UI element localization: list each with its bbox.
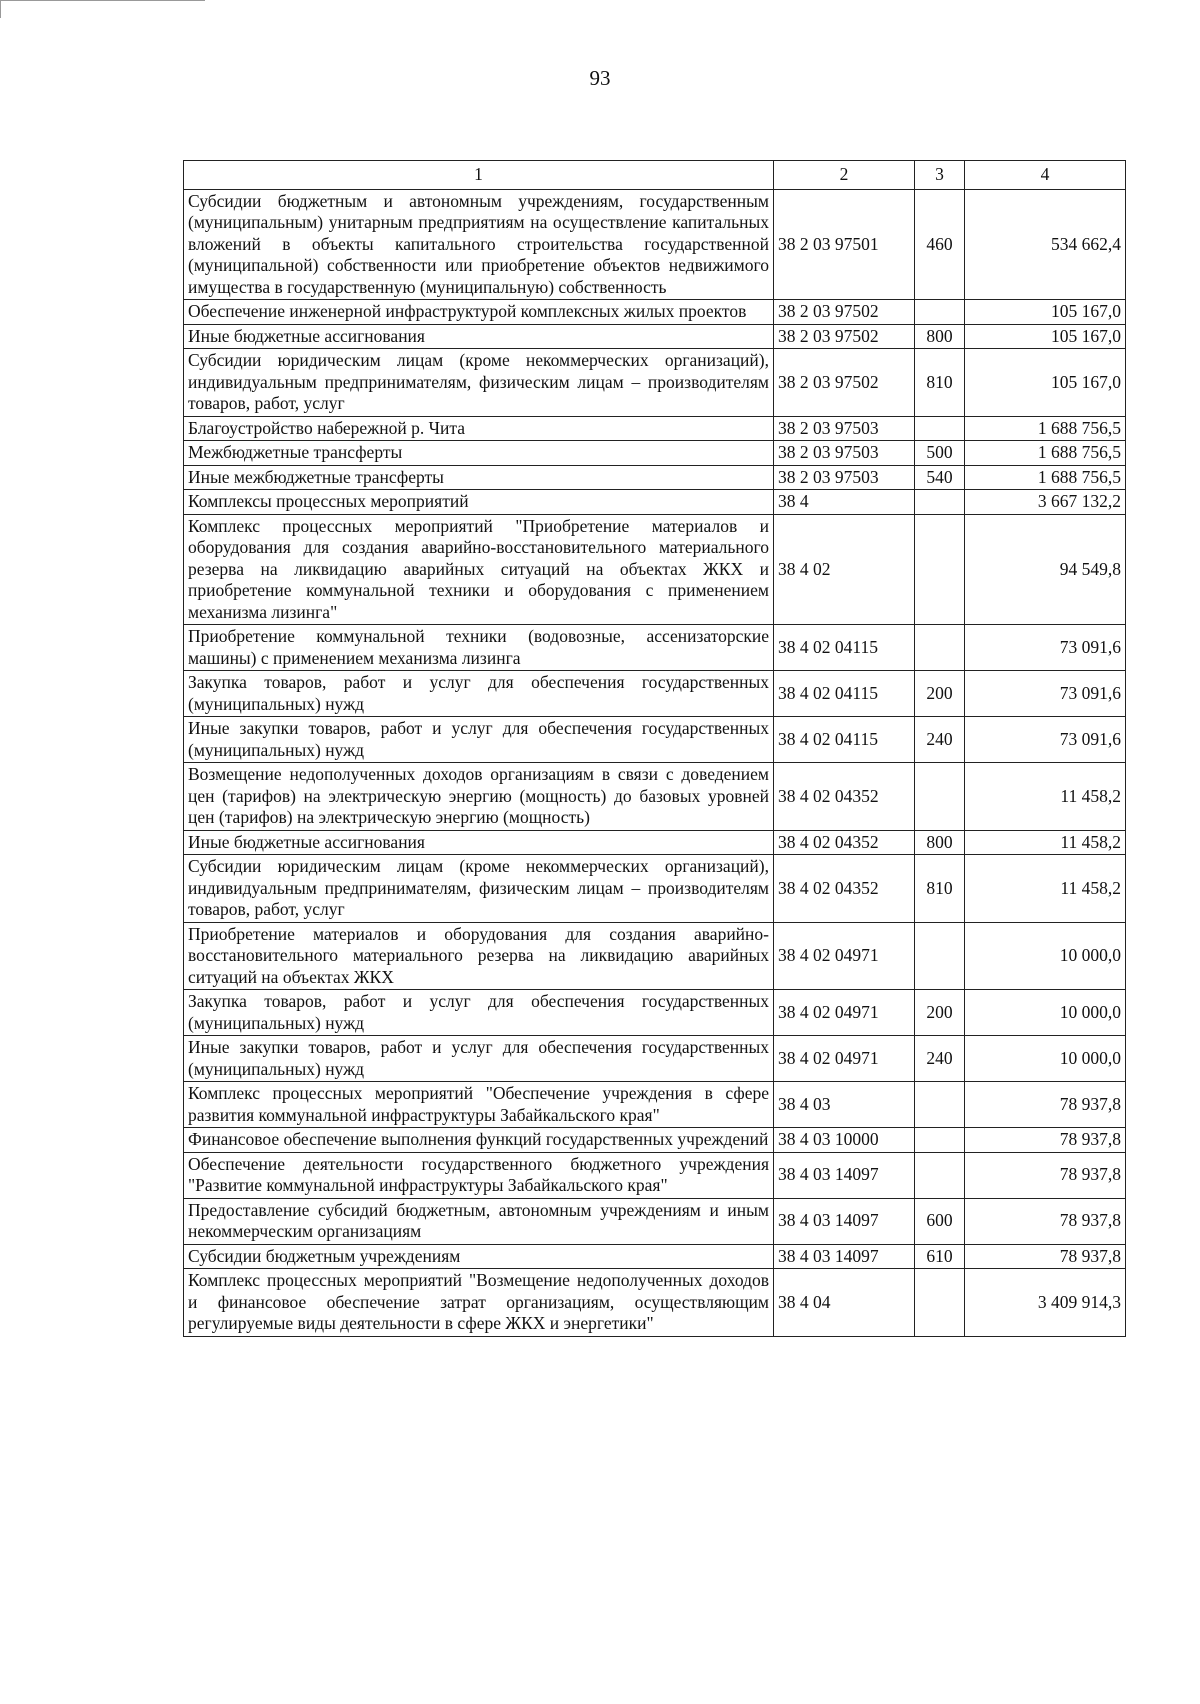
- row-expense-type: 610: [915, 1244, 965, 1269]
- row-amount: 94 549,8: [965, 514, 1126, 625]
- table-row: [184, 763, 1126, 831]
- table-row: [184, 189, 1126, 300]
- table-row: [184, 1036, 1126, 1082]
- table-row: [184, 922, 1126, 990]
- table-row: [184, 625, 1126, 671]
- row-code: 38 4: [774, 490, 915, 515]
- table-row: [184, 1198, 1126, 1244]
- table-row: [184, 830, 1126, 855]
- row-amount: 78 937,8: [965, 1152, 1126, 1198]
- table-row: [184, 1082, 1126, 1128]
- row-amount: 1 688 756,5: [965, 441, 1126, 466]
- table-row: [184, 717, 1126, 763]
- row-name: Субсидии юридическим лицам (кроме некоммерческих организаций), индивидуальным предпринимателям, физическим лицам – производителям товаров, работ, услуг: [184, 855, 774, 923]
- row-expense-type: 500: [915, 441, 965, 466]
- row-name: Субсидии юридическим лицам (кроме некоммерческих организаций), индивидуальным предпринимателям, физическим лицам – производителям товаров, работ, услуг: [184, 349, 774, 417]
- row-name: Иные межбюджетные трансферты: [184, 465, 774, 490]
- row-name: Приобретение коммунальной техники (водовозные, ассенизаторские машины) с применением механизма лизинга: [184, 625, 774, 671]
- row-name: Иные бюджетные ассигнования: [184, 324, 774, 349]
- row-code: 38 2 03 97503: [774, 441, 915, 466]
- row-amount: 78 937,8: [965, 1244, 1126, 1269]
- table-row: [184, 1269, 1126, 1337]
- page-number: 93: [589, 66, 611, 90]
- row-name: Возмещение недополученных доходов организациям в связи с доведением цен (тарифов) на электрическую энергию (мощность) до базовых уровней цен (тарифов) на электрическую энергию (мощность): [184, 763, 774, 831]
- row-amount: 78 937,8: [965, 1128, 1126, 1153]
- row-expense-type: [915, 1082, 965, 1128]
- table-row: [184, 1244, 1126, 1269]
- row-code: 38 2 03 97502: [774, 300, 915, 325]
- row-name: Субсидии бюджетным и автономным учреждениям, государственным (муниципальным) унитарным предприятиям на осуществление капитальных вложений в объекты капитального строительства государственной (муниципальной) собственности или приобретение объектов недвижимого имущества в государственную (муниципальную) собственность: [184, 189, 774, 300]
- header-row: [184, 161, 1126, 190]
- row-expense-type: [915, 490, 965, 515]
- row-expense-type: [915, 300, 965, 325]
- row-name: Обеспечение инженерной инфраструктурой комплексных жилых проектов: [184, 300, 774, 325]
- table-row: [184, 490, 1126, 515]
- row-name: Иные закупки товаров, работ и услуг для обеспечения государственных (муниципальных) нужд: [184, 717, 774, 763]
- row-name: Закупка товаров, работ и услуг для обеспечения государственных (муниципальных) нужд: [184, 990, 774, 1036]
- row-amount: 3 667 132,2: [965, 490, 1126, 515]
- row-expense-type: 800: [915, 324, 965, 349]
- row-name: Предоставление субсидий бюджетным, автономным учреждениям и иным некоммерческим организациям: [184, 1198, 774, 1244]
- row-code: 38 4 03 14097: [774, 1198, 915, 1244]
- row-amount: 78 937,8: [965, 1198, 1126, 1244]
- row-name: Комплекс процессных мероприятий "Возмещение недополученных доходов и финансовое обеспечение затрат организациям, осуществляющим регулируемые виды деятельности в сфере ЖКХ и энергетики": [184, 1269, 774, 1337]
- table-row: [184, 671, 1126, 717]
- row-name: Обеспечение деятельности государственного бюджетного учреждения "Развитие коммунальной инфраструктуры Забайкальского края": [184, 1152, 774, 1198]
- row-expense-type: [915, 1128, 965, 1153]
- row-expense-type: [915, 625, 965, 671]
- table-body: [184, 189, 1126, 1336]
- row-code: 38 4 02 04115: [774, 671, 915, 717]
- row-expense-type: 240: [915, 1036, 965, 1082]
- row-code: 38 4 03 10000: [774, 1128, 915, 1153]
- row-amount: 105 167,0: [965, 324, 1126, 349]
- header-col-2: 2: [774, 161, 915, 190]
- row-expense-type: 200: [915, 990, 965, 1036]
- row-amount: 3 409 914,3: [965, 1269, 1126, 1337]
- header-col-3: 3: [915, 161, 965, 190]
- table-row: [184, 1152, 1126, 1198]
- row-amount: 1 688 756,5: [965, 416, 1126, 441]
- table-row: [184, 324, 1126, 349]
- row-expense-type: 810: [915, 855, 965, 923]
- row-expense-type: [915, 1269, 965, 1337]
- row-expense-type: 600: [915, 1198, 965, 1244]
- scan-edge-mark: [0, 0, 205, 1]
- table-row: [184, 855, 1126, 923]
- table-row: [184, 990, 1126, 1036]
- row-code: 38 4 02 04115: [774, 717, 915, 763]
- table-row: [184, 441, 1126, 466]
- table-header: [184, 161, 1126, 190]
- row-name: Иные закупки товаров, работ и услуг для обеспечения государственных (муниципальных) нужд: [184, 1036, 774, 1082]
- row-expense-type: [915, 416, 965, 441]
- row-code: 38 4 02 04115: [774, 625, 915, 671]
- budget-table: [183, 160, 1126, 1337]
- table-row: [184, 465, 1126, 490]
- row-code: 38 4 03 14097: [774, 1152, 915, 1198]
- row-code: 38 2 03 97503: [774, 416, 915, 441]
- row-expense-type: 200: [915, 671, 965, 717]
- row-amount: 534 662,4: [965, 189, 1126, 300]
- row-name: Приобретение материалов и оборудования для создания аварийно-восстановительного материального резерва на ликвидацию аварийных ситуаций на объектах ЖКХ: [184, 922, 774, 990]
- row-amount: 11 458,2: [965, 855, 1126, 923]
- row-expense-type: [915, 922, 965, 990]
- row-code: 38 4 02 04971: [774, 1036, 915, 1082]
- row-expense-type: [915, 763, 965, 831]
- row-code: 38 4 02 04352: [774, 830, 915, 855]
- row-name: Закупка товаров, работ и услуг для обеспечения государственных (муниципальных) нужд: [184, 671, 774, 717]
- table-row: [184, 349, 1126, 417]
- row-name: Межбюджетные трансферты: [184, 441, 774, 466]
- row-amount: 10 000,0: [965, 1036, 1126, 1082]
- row-name: Финансовое обеспечение выполнения функций государственных учреждений: [184, 1128, 774, 1153]
- row-name: Иные бюджетные ассигнования: [184, 830, 774, 855]
- row-code: 38 4 02 04352: [774, 763, 915, 831]
- row-code: 38 2 03 97501: [774, 189, 915, 300]
- row-name: Комплекс процессных мероприятий "Приобретение материалов и оборудования для создания аварийно-восстановительного материального резерва на ликвидацию аварийных ситуаций на объектах ЖКХ и приобретение коммунальной техники и оборудования с применением механизма лизинга": [184, 514, 774, 625]
- header-col-1: 1: [184, 161, 774, 190]
- row-amount: 73 091,6: [965, 625, 1126, 671]
- row-amount: 105 167,0: [965, 300, 1126, 325]
- row-name: Благоустройство набережной р. Чита: [184, 416, 774, 441]
- row-amount: 73 091,6: [965, 717, 1126, 763]
- scan-edge-mark-vertical: [0, 0, 1, 18]
- row-code: 38 2 03 97503: [774, 465, 915, 490]
- row-code: 38 4 02 04971: [774, 922, 915, 990]
- row-expense-type: [915, 514, 965, 625]
- table-row: [184, 514, 1126, 625]
- row-amount: 10 000,0: [965, 922, 1126, 990]
- row-expense-type: 540: [915, 465, 965, 490]
- row-amount: 10 000,0: [965, 990, 1126, 1036]
- row-code: 38 4 04: [774, 1269, 915, 1337]
- row-amount: 73 091,6: [965, 671, 1126, 717]
- row-expense-type: [915, 1152, 965, 1198]
- row-expense-type: 240: [915, 717, 965, 763]
- row-code: 38 2 03 97502: [774, 349, 915, 417]
- table-row: [184, 1128, 1126, 1153]
- row-amount: 11 458,2: [965, 830, 1126, 855]
- row-amount: 11 458,2: [965, 763, 1126, 831]
- row-expense-type: 800: [915, 830, 965, 855]
- row-code: 38 4 03: [774, 1082, 915, 1128]
- row-expense-type: 460: [915, 189, 965, 300]
- row-name: Комплекс процессных мероприятий "Обеспечение учреждения в сфере развития коммунальной инфраструктуры Забайкальского края": [184, 1082, 774, 1128]
- row-code: 38 2 03 97502: [774, 324, 915, 349]
- row-name: Комплексы процессных мероприятий: [184, 490, 774, 515]
- row-code: 38 4 03 14097: [774, 1244, 915, 1269]
- row-code: 38 4 02: [774, 514, 915, 625]
- header-col-4: 4: [965, 161, 1126, 190]
- row-code: 38 4 02 04971: [774, 990, 915, 1036]
- row-amount: 1 688 756,5: [965, 465, 1126, 490]
- row-name: Субсидии бюджетным учреждениям: [184, 1244, 774, 1269]
- row-amount: 105 167,0: [965, 349, 1126, 417]
- row-code: 38 4 02 04352: [774, 855, 915, 923]
- table-row: [184, 416, 1126, 441]
- row-expense-type: 810: [915, 349, 965, 417]
- row-amount: 78 937,8: [965, 1082, 1126, 1128]
- table-row: [184, 300, 1126, 325]
